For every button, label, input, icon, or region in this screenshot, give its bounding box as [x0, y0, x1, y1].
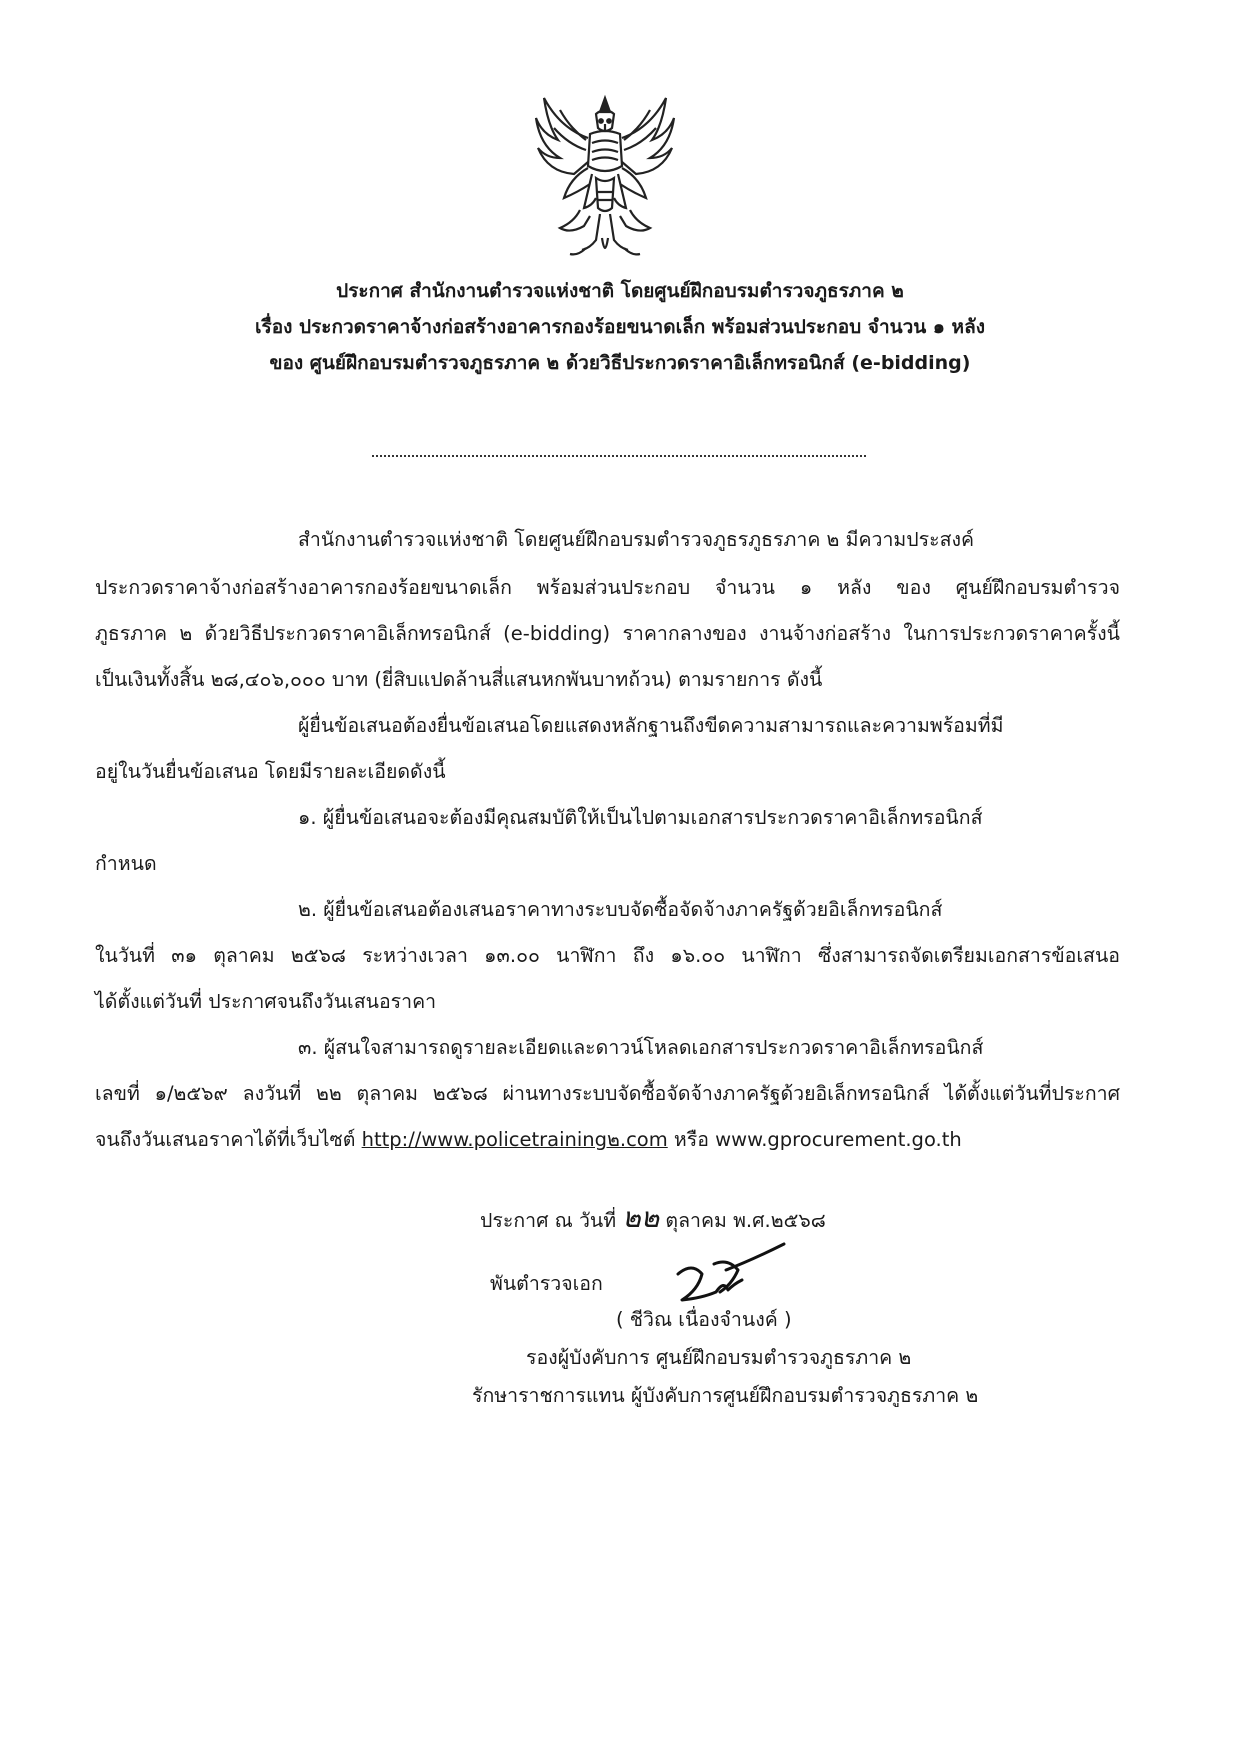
announce-date-line	[480, 1196, 826, 1240]
website-link[interactable]: http://www.policetraining๒.com	[361, 1128, 668, 1151]
title-separator	[372, 455, 866, 457]
item-3-suffix: หรือ www.gprocurement.go.th	[667, 1128, 962, 1151]
body-line: ประกวดราคาจ้างก่อสร้างอาคารกองร้อยขนาดเล็ก พร้อมส่วนประกอบ จำนวน ๑ หลัง ของ ศูนย์ฝึกอบรมตำรวจ	[95, 576, 1120, 599]
signer-name: ( ชีวิณ เนื่องจำนงค์ )	[616, 1308, 792, 1331]
announce-prefix: ประกาศ ณ วันที่	[480, 1209, 617, 1232]
item-2-line: ๒. ผู้ยื่นข้อเสนอต้องเสนอราคาทางระบบจัดซื้อจัดจ้างภาครัฐด้วยอิเล็กทรอนิกส์	[298, 898, 943, 921]
item-3-line: เลขที่ ๑/๒๕๖๙ ลงวันที่ ๒๒ ตุลาคม ๒๕๖๘ ผ่านทางระบบจัดซื้อจัดจ้างภาครัฐด้วยอิเล็กทรอนิกส์ ได้ตั้งแต่วันที่ประกาศ	[95, 1082, 1120, 1105]
item-3-last-line	[95, 1126, 962, 1154]
signer-rank: พันตำรวจเอก	[490, 1272, 603, 1295]
announcement-title-line2: เรื่อง ประกวดราคาจ้างก่อสร้างอาคารกองร้อยขนาดเล็ก พร้อมส่วนประกอบ จำนวน ๑ หลัง	[255, 316, 985, 338]
item-2-line: ในวันที่ ๓๑ ตุลาคม ๒๕๖๘ ระหว่างเวลา ๑๓.๐๐ นาฬิกา ถึง ๑๖.๐๐ นาฬิกา ซึ่งสามารถจัดเตรียมเอกสารข้อเสนอ	[95, 944, 1120, 967]
body-line: สำนักงานตำรวจแห่งชาติ โดยศูนย์ฝึกอบรมตำรวจภูธรภูธรภาค ๒ มีความประสงค์	[298, 528, 975, 551]
item-2-line: ได้ตั้งแต่วันที่ ประกาศจนถึงวันเสนอราคา	[95, 990, 437, 1013]
garuda-emblem-icon	[530, 88, 680, 268]
body-line: เป็นเงินทั้งสิ้น ๒๘,๔๐๖,๐๐๐ บาท (ยี่สิบแปดล้านสี่แสนหกพันบาทถ้วน) ตามรายการ ดังนี้	[95, 668, 823, 691]
body-line: ผู้ยื่นข้อเสนอต้องยื่นข้อเสนอโดยแสดงหลักฐานถึงขีดความสามารถและความพร้อมที่มี	[298, 714, 1004, 737]
item-3-prefix: จนถึงวันเสนอราคาได้ที่เว็บไซต์	[95, 1128, 362, 1151]
announcement-title-line3: ของ ศูนย์ฝึกอบรมตำรวจภูธรภาค ๒ ด้วยวิธีประกวดราคาอิเล็กทรอนิกส์ (e-bidding)	[269, 352, 971, 374]
announcement-title-line1: ประกาศ สำนักงานตำรวจแห่งชาติ โดยศูนย์ฝึกอบรมตำรวจภูธรภาค ๒	[336, 280, 904, 302]
body-line: ภูธรภาค ๒ ด้วยวิธีประกวดราคาอิเล็กทรอนิกส์ (e-bidding) ราคากลางของ งานจ้างก่อสร้าง ในการประกวดราคาครั้งนี้	[95, 622, 1120, 645]
handwritten-day: ๒๒	[622, 1201, 660, 1234]
item-3-line: ๓. ผู้สนใจสามารถดูรายละเอียดและดาวน์โหลดเอกสารประกวดราคาอิเล็กทรอนิกส์	[298, 1036, 984, 1059]
body-line: อยู่ในวันยื่นข้อเสนอ โดยมีรายละเอียดดังนี้	[95, 760, 446, 783]
announce-month-year: ตุลาคม พ.ศ.๒๕๖๘	[665, 1209, 826, 1232]
item-1-line: ๑. ผู้ยื่นข้อเสนอจะต้องมีคุณสมบัติให้เป็นไปตามเอกสารประกวดราคาอิเล็กทรอนิกส์	[298, 806, 983, 829]
signer-position: รองผู้บังคับการ ศูนย์ฝึกอบรมตำรวจภูธรภาค ๒	[526, 1346, 912, 1369]
item-1-line: กำหนด	[95, 852, 157, 875]
signer-acting-position: รักษาราชการแทน ผู้บังคับการศูนย์ฝึกอบรมตำรวจภูธรภาค ๒	[472, 1384, 979, 1407]
